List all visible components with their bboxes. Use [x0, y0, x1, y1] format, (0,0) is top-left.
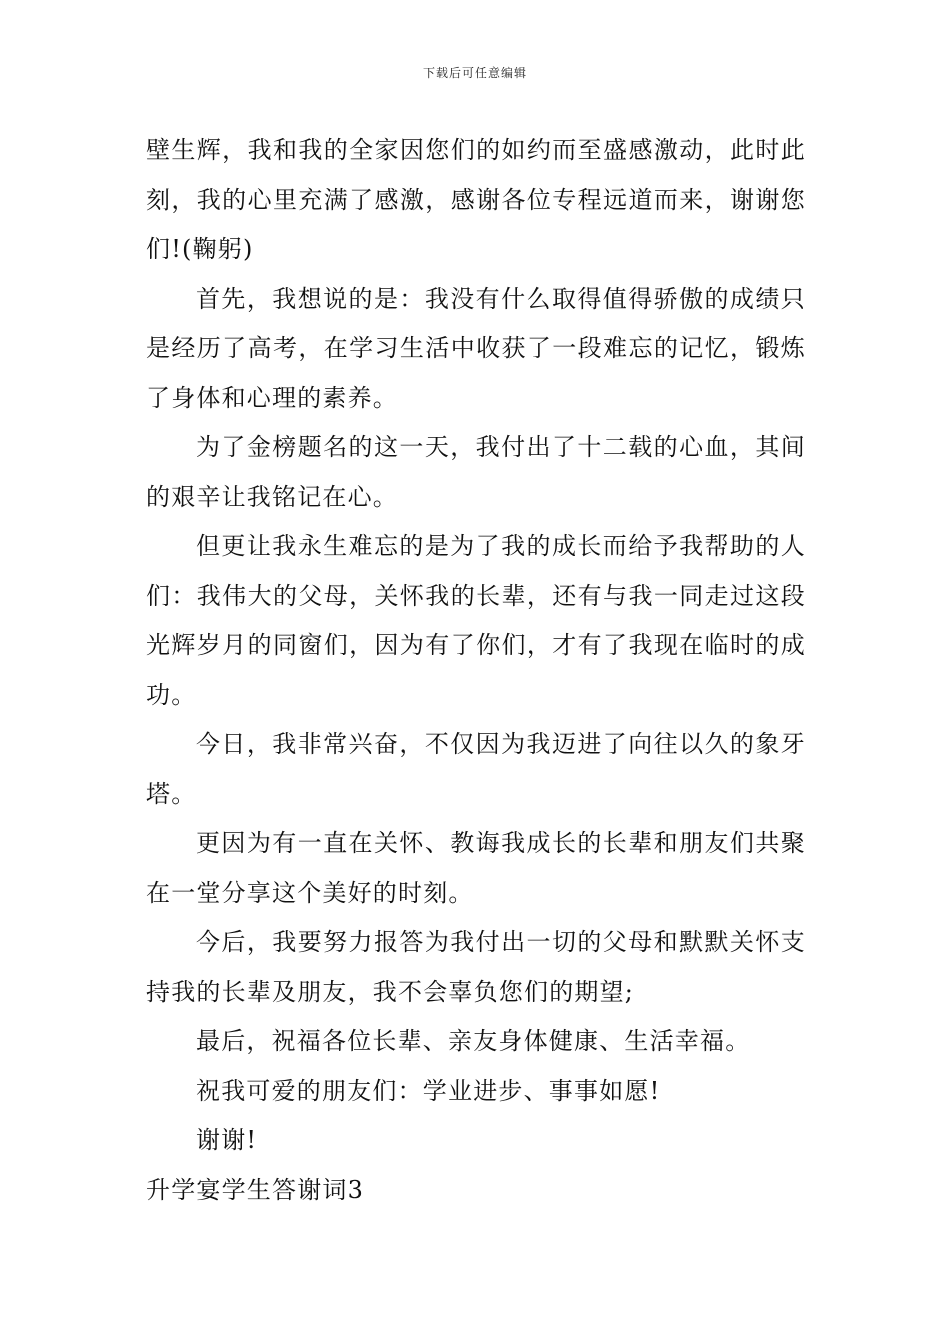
paragraph-golden-list: 为了金榜题名的这一天，我付出了十二载的心血，其间的艰辛让我铭记在心。	[146, 433, 806, 511]
paragraph-first: 首先，我想说的是：我没有什么取得值得骄傲的成绩只是经历了高考，在学习生活中收获了一段难忘的记忆，锻炼了身体和心理的素养。	[146, 284, 806, 412]
paragraph-today: 今日，我非常兴奋，不仅因为我迈进了向往以久的象牙塔。	[146, 730, 806, 808]
document-body	[146, 126, 806, 1215]
paragraph-friends: 祝我可爱的朋友们：学业进步、事事如愿!	[196, 1076, 661, 1105]
paragraph-thanks-people: 但更让我永生难忘的是为了我的成长而给予我帮助的人们：我伟大的父母，关怀我的长辈，还有与我一同走过这段光辉岁月的同窗们，因为有了你们，才有了我现在临时的成功。	[146, 532, 806, 709]
paragraph-future: 今后，我要努力报答为我付出一切的父母和默默关怀支持我的长辈及朋友，我不会辜负您们的期望;	[146, 928, 806, 1006]
paragraph-blessing: 最后，祝福各位长辈、亲友身体健康、生活幸福。	[196, 1027, 751, 1055]
page-header-note: 下载后可任意编辑	[422, 66, 527, 80]
paragraph-gathering: 更因为有一直在关怀、教诲我成长的长辈和朋友们共聚在一堂分享这个美好的时刻。	[146, 829, 806, 907]
paragraph-thank-you: 谢谢!	[196, 1126, 258, 1154]
paragraph-continuation: 壁生辉，我和我的全家因您们的如约而至盛感激动，此时此刻，我的心里充满了感激，感谢各位专程远道而来，谢谢您们!(鞠躬)	[146, 136, 806, 263]
section-heading: 升学宴学生答谢词3	[146, 1175, 365, 1204]
